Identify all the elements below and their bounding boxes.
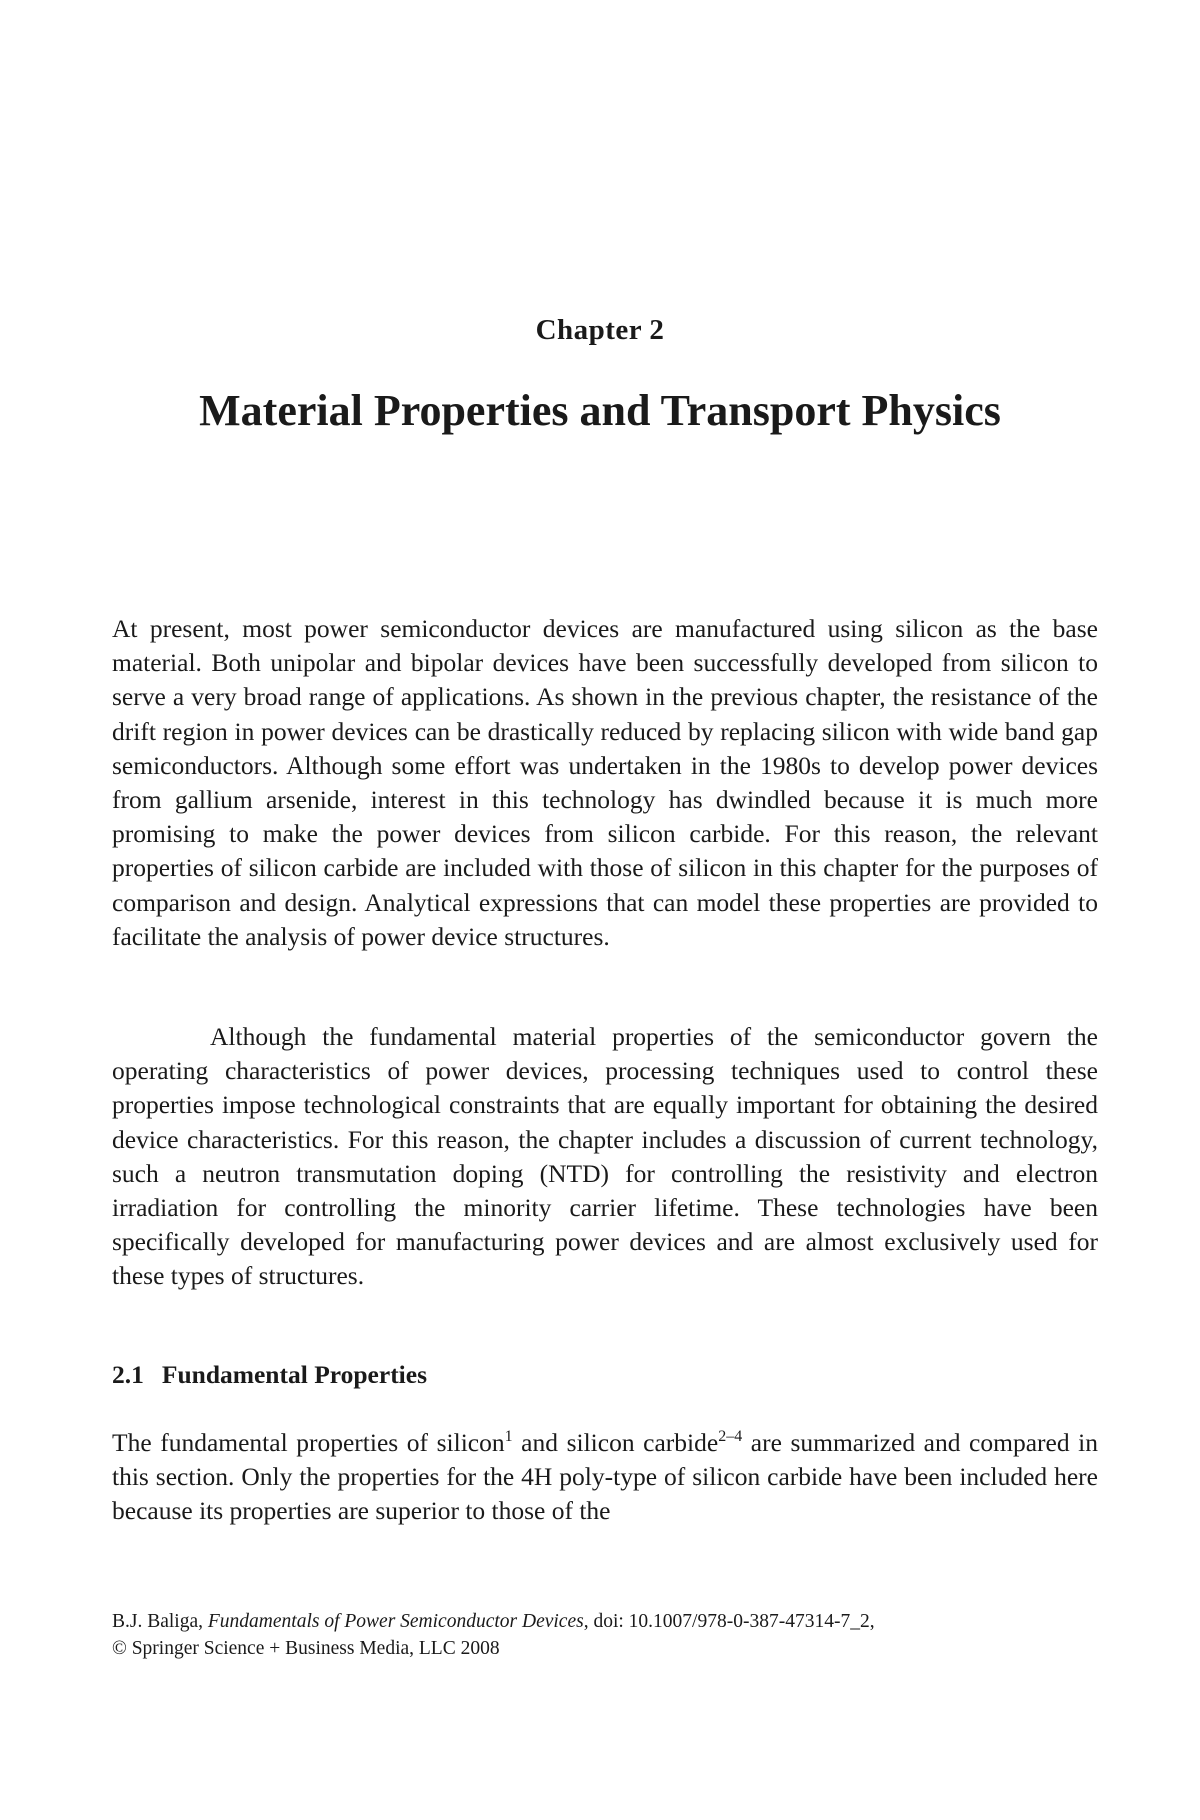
footer-author: B.J. Baliga, <box>112 1611 208 1632</box>
section-paragraph-text-3: are summarized and compared in this section. Only the properties for the 4H poly-type of silicon carbide have been included here because its properties are superior to those of the <box>112 1428 1099 1526</box>
chapter-title: Material Properties and Transport Physics <box>199 386 1001 435</box>
footer-book-title: Fundamentals of Power Semiconductor Devices <box>207 1611 584 1632</box>
citation-ref-1: 1 <box>504 1428 513 1445</box>
page-footer <box>112 1608 1098 1662</box>
section-number: 2.1 <box>112 1360 144 1389</box>
section-heading <box>112 1360 427 1390</box>
section-paragraph-text-1: The fundamental properties of silicon <box>112 1428 505 1457</box>
intro-paragraph-1: At present, most power semiconductor devices are manufactured using silicon as the base material. Both unipolar and bipolar devices have been successfully developed from silicon to serve a very broad range of applications. As shown in the previous chapter, the resistance of the drift region in power devices can be drastically reduced by replacing silicon with wide band gap semiconductors. Although some effort was undertaken in the 1980s to develop power devices from gallium arsenide, interest in this technology has dwindled because it is much more promising to make the power devices from silicon carbide. For this reason, the relevant properties of silicon carbide are included with those of silicon in this chapter for the purposes of comparison and design. Analytical expressions that can model these properties are provided to facilitate the analysis of power device structures. <box>112 614 1098 951</box>
footer-citation <box>112 1608 1098 1635</box>
section-paragraph <box>112 1426 1098 1529</box>
footer-copyright: © Springer Science + Business Media, LLC 2008 <box>112 1638 500 1659</box>
intro-paragraph-2: Although the fundamental material properties of the semiconductor govern the operating characteristics of power devices, processing techniques used to control these properties impose technological constraints that are equally important for obtaining the desired device characteristics. For this reason, the chapter includes a discussion of current technology, such a neutron transmutation doping (NTD) for controlling the resistivity and electron irradiation for controlling the minority carrier lifetime. These technologies have been specifically developed for manufacturing power devices and are almost exclusively used for these types of structures. <box>112 1022 1098 1291</box>
citation-ref-2-4: 2–4 <box>718 1428 743 1445</box>
section-paragraph-text-2: and silicon carbide <box>512 1428 719 1457</box>
footer-doi: , doi: 10.1007/978-0-387-47314-7_2, <box>583 1611 875 1632</box>
section-title: Fundamental Properties <box>161 1360 428 1389</box>
chapter-label: Chapter 2 <box>535 314 665 346</box>
